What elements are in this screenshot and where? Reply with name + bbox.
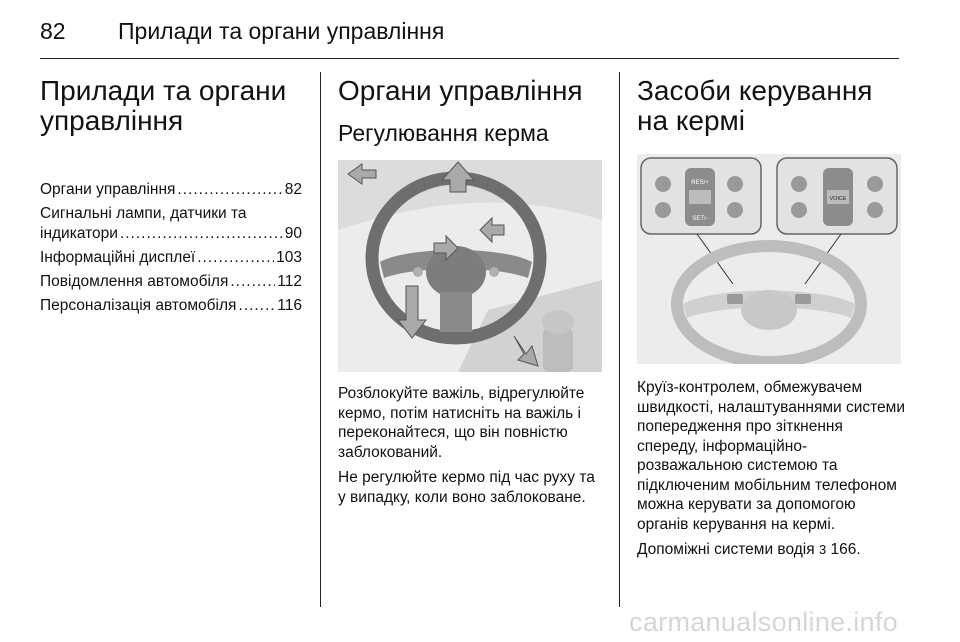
watermark: carmanualsonline.info — [629, 607, 898, 637]
toc-label: Органи управління — [40, 181, 176, 198]
toc-leader — [177, 180, 282, 200]
controls-section — [338, 76, 604, 513]
toc-entry[interactable] — [40, 180, 302, 200]
chapter-contents — [40, 76, 302, 320]
toc-leader — [120, 224, 283, 244]
res-label: RES/+ — [691, 180, 709, 186]
steering-wheel-controls-illustration — [637, 154, 901, 364]
toc-label: Повідомлення автомобіля — [40, 273, 229, 290]
right-control-panel — [777, 158, 897, 234]
table-of-contents — [40, 180, 302, 316]
reference-page[interactable]: 166. — [830, 541, 861, 558]
set-label: SET/- — [692, 216, 708, 222]
reference-arrow-icon: 3 — [818, 542, 827, 557]
chapter-title: Прилади та органи управління — [40, 75, 287, 136]
toc-label: Інформаційні дисплеї — [40, 249, 196, 266]
toc-page: 90 — [284, 225, 302, 242]
subsection-title: Регулювання керма — [338, 120, 549, 146]
toc-leader — [197, 248, 274, 268]
toc-page: 112 — [277, 273, 302, 290]
toc-label: Персоналізація автомобіля — [40, 297, 237, 314]
toc-label-line: Сигнальні лампи, датчики та — [40, 205, 247, 222]
column-divider — [320, 72, 321, 607]
page-header-number: 82 — [40, 18, 66, 44]
steering-adjustment-illustration — [338, 160, 602, 372]
column-divider — [619, 72, 620, 607]
toc-label: індикатори — [40, 225, 118, 242]
steering-controls-section — [637, 76, 905, 566]
toc-entry[interactable] — [40, 204, 302, 244]
left-control-panel — [641, 158, 761, 234]
toc-leader — [230, 272, 275, 292]
controls-description: Круїз-контролем, обмежувачем швидкості, налаштуваннями системи попередження про зіткнення спереду, інформаційно-розважальною системою та підключеним мобільним телефоном можна керувати за допомогою органів керування на кермі. — [637, 379, 905, 533]
toc-leader — [238, 296, 275, 316]
driver-assist-reference — [637, 540, 905, 560]
steering-warning: Не регулюйте кермо під час руху та у випадку, коли воно заблоковане. — [338, 469, 595, 506]
reference-text: Допоміжні системи водія — [637, 541, 815, 558]
toc-page: 82 — [284, 181, 302, 198]
voice-label: VOICE — [829, 196, 847, 202]
header-rule — [40, 58, 899, 59]
toc-page: 116 — [277, 297, 302, 314]
page-header-title: Прилади та органи управління — [118, 18, 445, 44]
section-title: Органи управління — [338, 75, 583, 106]
toc-entry[interactable] — [40, 272, 302, 292]
steering-instruction: Розблокуйте важіль, відрегулюйте кермо, потім натисніть на важіль і переконайтеся, що він повністю заблокований. — [338, 385, 585, 461]
section-title: Засоби керування на кермі — [637, 75, 873, 136]
toc-entry[interactable] — [40, 248, 302, 268]
toc-page: 103 — [276, 249, 302, 266]
toc-entry[interactable] — [40, 296, 302, 316]
